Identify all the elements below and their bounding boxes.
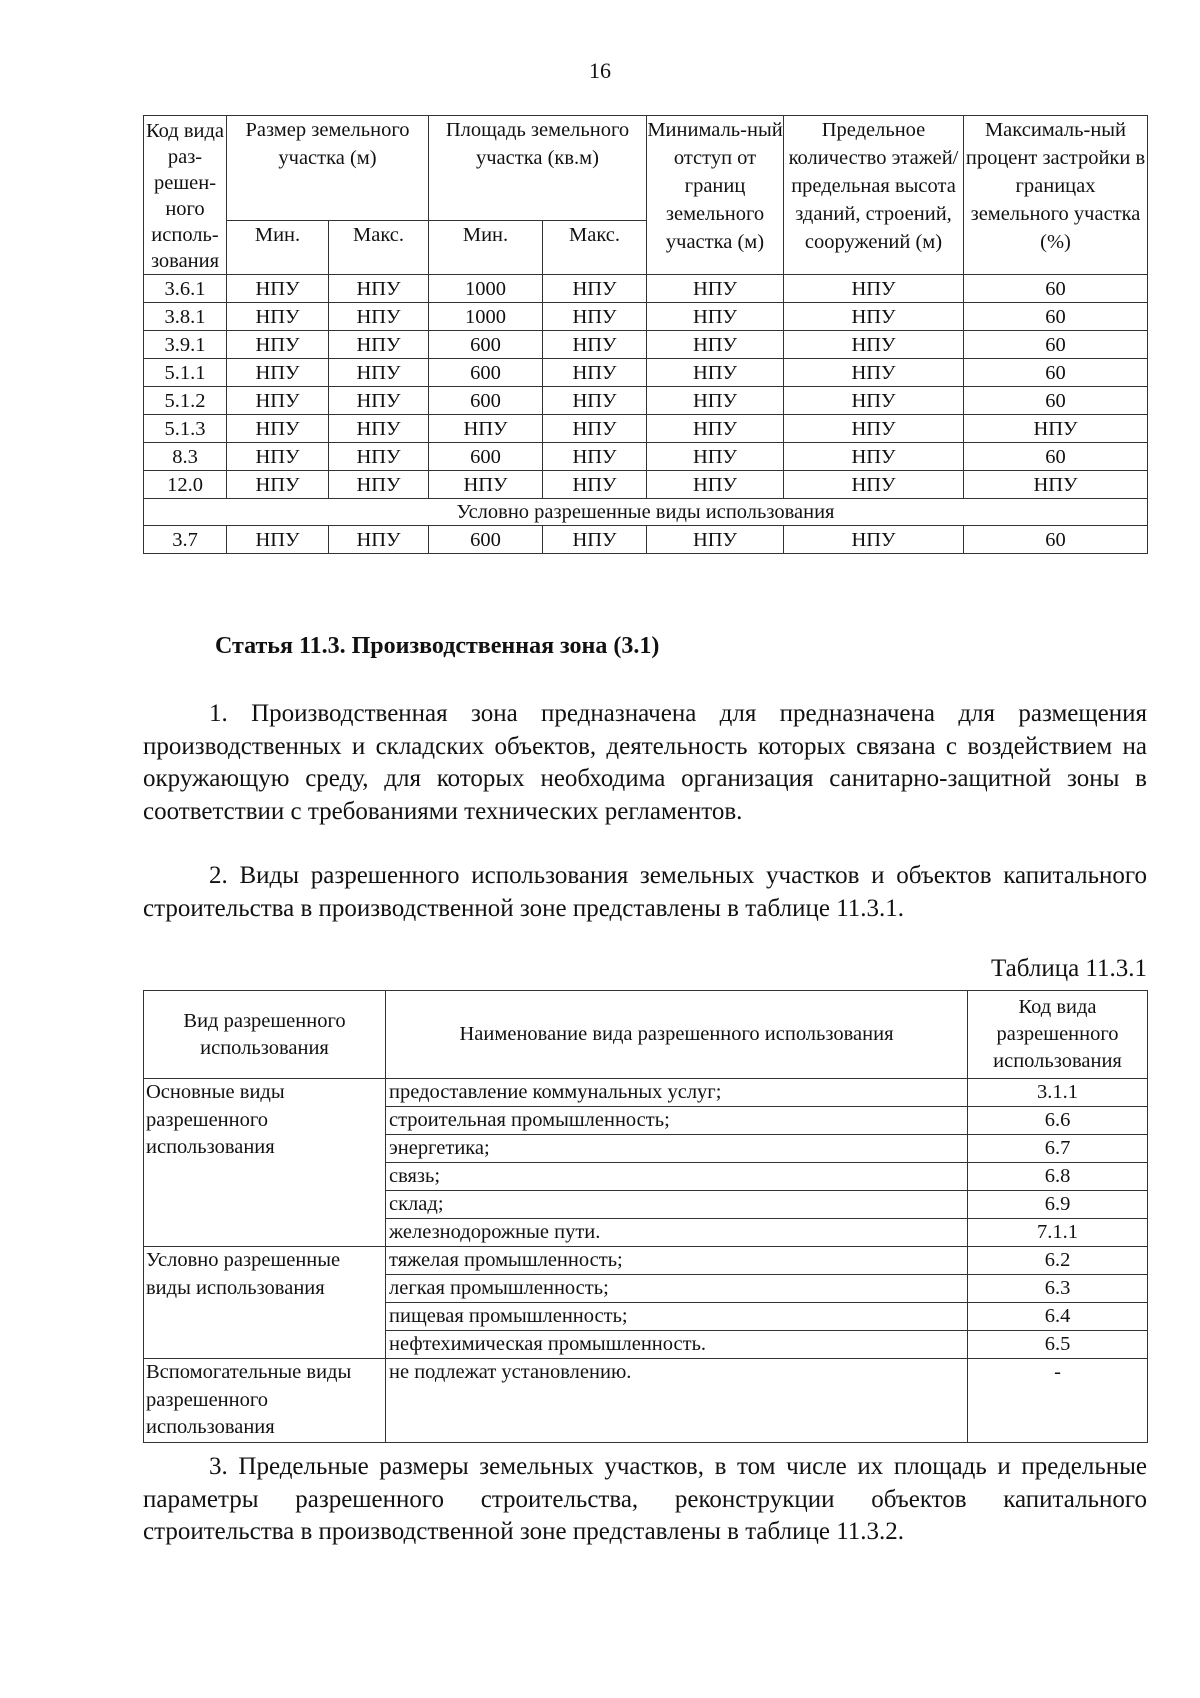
table-cell: 600	[429, 387, 543, 415]
table-cell: НПУ	[543, 359, 647, 387]
table-cell: НПУ	[647, 275, 784, 303]
table-cell: НПУ	[227, 415, 329, 443]
table-cell: НПУ	[543, 415, 647, 443]
table-cell: 60	[964, 526, 1148, 554]
use-code-cell: 6.8	[968, 1163, 1148, 1191]
header-size-group: Размер земельного участка (м)	[227, 116, 429, 221]
table-row	[144, 443, 1148, 471]
table-caption: Таблица 11.3.1	[991, 955, 1147, 982]
table-cell: НПУ	[784, 526, 964, 554]
table-cell: НПУ	[647, 471, 784, 499]
header-area-min: Мин.	[429, 221, 543, 275]
use-group-label: Вспомогательные виды разрешенного использования	[144, 1359, 386, 1443]
table-cell: 60	[964, 331, 1148, 359]
row-code-cell: 3.9.1	[144, 331, 227, 359]
table-header-row	[144, 116, 1148, 221]
table-cell: НПУ	[329, 275, 429, 303]
header-min-setback: Минималь-ный отступ от границ земельного участка (м)	[647, 116, 784, 275]
table-cell: 60	[964, 387, 1148, 415]
use-name-cell: легкая промышленность;	[386, 1275, 968, 1303]
section-label: Условно разрешенные виды использования	[144, 499, 1148, 526]
header-max-floors: Предельное количество этажей/ предельная высота зданий, строений, сооружений (м)	[784, 116, 964, 275]
paragraph-1-text: 1. Производственная зона предназначена для предназначена для размещения производственных и складских объектов, деятельность которых связана с воздействием на окружающую среду, для которых необходима организация санитарно-защитной зоны в соответствии с требованиями технических регламентов.	[143, 700, 1147, 825]
table-cell: 600	[429, 443, 543, 471]
table-cell: 600	[429, 331, 543, 359]
permitted-uses-table	[143, 990, 1148, 1443]
table-cell: НПУ	[964, 471, 1148, 499]
table-header-row	[144, 991, 1148, 1079]
table-cell: НПУ	[227, 471, 329, 499]
use-name-cell: строительная промышленность;	[386, 1107, 968, 1135]
table-cell: НПУ	[329, 303, 429, 331]
use-name-cell: тяжелая промышленность;	[386, 1247, 968, 1275]
table-cell: 1000	[429, 275, 543, 303]
table-cell: 1000	[429, 303, 543, 331]
row-code-cell: 3.6.1	[144, 275, 227, 303]
paragraph-2-text: 2. Виды разрешенного использования земельных участков и объектов капитального строительства в производственной зоне представлены в таблице 11.3.1.	[143, 862, 1147, 922]
article-heading: Статья 11.3. Производственная зона (3.1)	[215, 633, 660, 659]
table-cell: НПУ	[964, 415, 1148, 443]
header-area-group: Площадь земельного участка (кв.м)	[429, 116, 647, 221]
use-code-cell: 6.2	[968, 1247, 1148, 1275]
table-cell: НПУ	[784, 275, 964, 303]
use-name-cell: предоставление коммунальных услуг;	[386, 1079, 968, 1107]
table-row	[144, 387, 1148, 415]
table-cell: НПУ	[329, 443, 429, 471]
row-code-cell: 5.1.1	[144, 359, 227, 387]
table-row	[144, 303, 1148, 331]
table-cell: НПУ	[429, 415, 543, 443]
table-cell: НПУ	[784, 443, 964, 471]
use-group-label: Условно разрешенные виды использования	[144, 1247, 386, 1359]
table-cell: НПУ	[784, 471, 964, 499]
table-cell: НПУ	[329, 471, 429, 499]
table-cell: НПУ	[227, 275, 329, 303]
header-code: Код вида раз-решен-ного исполь-зования	[144, 116, 227, 275]
table-row	[144, 359, 1148, 387]
use-code-cell: 6.7	[968, 1135, 1148, 1163]
use-name-cell: связь;	[386, 1163, 968, 1191]
use-code-cell: 6.6	[968, 1107, 1148, 1135]
table-cell: НПУ	[543, 331, 647, 359]
table-cell: НПУ	[227, 526, 329, 554]
row-code-cell: 5.1.3	[144, 415, 227, 443]
table-cell: НПУ	[647, 526, 784, 554]
table-cell: НПУ	[543, 275, 647, 303]
header-size-max: Макс.	[329, 221, 429, 275]
table-cell: НПУ	[227, 443, 329, 471]
row-code-cell: 12.0	[144, 471, 227, 499]
table-cell: НПУ	[647, 387, 784, 415]
use-group-label: Основные виды разрешенного использования	[144, 1079, 386, 1247]
header-size-min: Мин.	[227, 221, 329, 275]
paragraph-1	[143, 698, 1147, 828]
use-code-cell: 6.3	[968, 1275, 1148, 1303]
table-cell: НПУ	[329, 359, 429, 387]
use-code-cell: 7.1.1	[968, 1219, 1148, 1247]
table-cell: НПУ	[543, 303, 647, 331]
header-use-code: Код вида разрешенного использования	[968, 991, 1148, 1079]
table-cell: НПУ	[329, 526, 429, 554]
paragraph-3	[143, 1451, 1147, 1549]
table-cell: НПУ	[227, 387, 329, 415]
table-cell: НПУ	[543, 387, 647, 415]
table-cell: НПУ	[647, 415, 784, 443]
permitted-uses-table-body	[144, 1079, 1148, 1443]
paragraph-3-text: 3. Предельные размеры земельных участков, в том числе их площадь и предельные параметры разрешенного строительства, реконструкции объектов капитального строительства в производственной зоне представлены в таблице 11.3.2.	[143, 1453, 1147, 1545]
table-cell: НПУ	[784, 303, 964, 331]
table-row	[144, 471, 1148, 499]
table-cell: 60	[964, 359, 1148, 387]
table-row	[144, 1247, 1148, 1275]
table-cell: НПУ	[543, 471, 647, 499]
table-row	[144, 526, 1148, 554]
table-cell: НПУ	[647, 359, 784, 387]
header-use-type: Вид разрешенного использования	[144, 991, 386, 1079]
use-name-cell: нефтехимическая промышленность.	[386, 1331, 968, 1359]
use-code-cell: -	[968, 1359, 1148, 1443]
table-row	[144, 415, 1148, 443]
header-use-name: Наименование вида разрешенного использования	[386, 991, 968, 1079]
table-cell: 60	[964, 443, 1148, 471]
use-code-cell: 6.9	[968, 1191, 1148, 1219]
table-cell: НПУ	[227, 359, 329, 387]
table-cell: НПУ	[227, 331, 329, 359]
table-cell: НПУ	[543, 526, 647, 554]
use-code-cell: 6.4	[968, 1303, 1148, 1331]
use-code-cell: 6.5	[968, 1331, 1148, 1359]
header-max-coverage: Максималь-ный процент застройки в границах земельного участка (%)	[964, 116, 1148, 275]
use-code-cell: 3.1.1	[968, 1079, 1148, 1107]
row-code-cell: 5.1.2	[144, 387, 227, 415]
parameters-table-body	[144, 275, 1148, 554]
table-cell: НПУ	[784, 387, 964, 415]
table-cell: 600	[429, 359, 543, 387]
table-cell: 60	[964, 303, 1148, 331]
table-cell: НПУ	[543, 443, 647, 471]
table-cell: НПУ	[647, 443, 784, 471]
use-name-cell: энергетика;	[386, 1135, 968, 1163]
table-cell: НПУ	[329, 387, 429, 415]
table-cell: НПУ	[429, 471, 543, 499]
page-number: 16	[589, 58, 611, 83]
table-cell: НПУ	[784, 415, 964, 443]
table-cell: НПУ	[647, 331, 784, 359]
table-cell: НПУ	[784, 359, 964, 387]
row-code-cell: 3.8.1	[144, 303, 227, 331]
table-cell: НПУ	[329, 331, 429, 359]
use-name-cell: пищевая промышленность;	[386, 1303, 968, 1331]
table-cell: НПУ	[329, 415, 429, 443]
table-row	[144, 275, 1148, 303]
row-code-cell: 8.3	[144, 443, 227, 471]
table-cell: НПУ	[227, 303, 329, 331]
section-row	[144, 499, 1148, 526]
use-name-cell: не подлежат установлению.	[386, 1359, 968, 1443]
row-code-cell: 3.7	[144, 526, 227, 554]
table-row	[144, 1359, 1148, 1443]
table-row	[144, 1079, 1148, 1107]
use-name-cell: железнодорожные пути.	[386, 1219, 968, 1247]
table-cell: 60	[964, 275, 1148, 303]
header-area-max: Макс.	[543, 221, 647, 275]
parameters-table	[143, 115, 1148, 554]
table-row	[144, 331, 1148, 359]
table-cell: 600	[429, 526, 543, 554]
table-cell: НПУ	[647, 303, 784, 331]
use-name-cell: склад;	[386, 1191, 968, 1219]
table-cell: НПУ	[784, 331, 964, 359]
paragraph-2	[143, 860, 1147, 925]
